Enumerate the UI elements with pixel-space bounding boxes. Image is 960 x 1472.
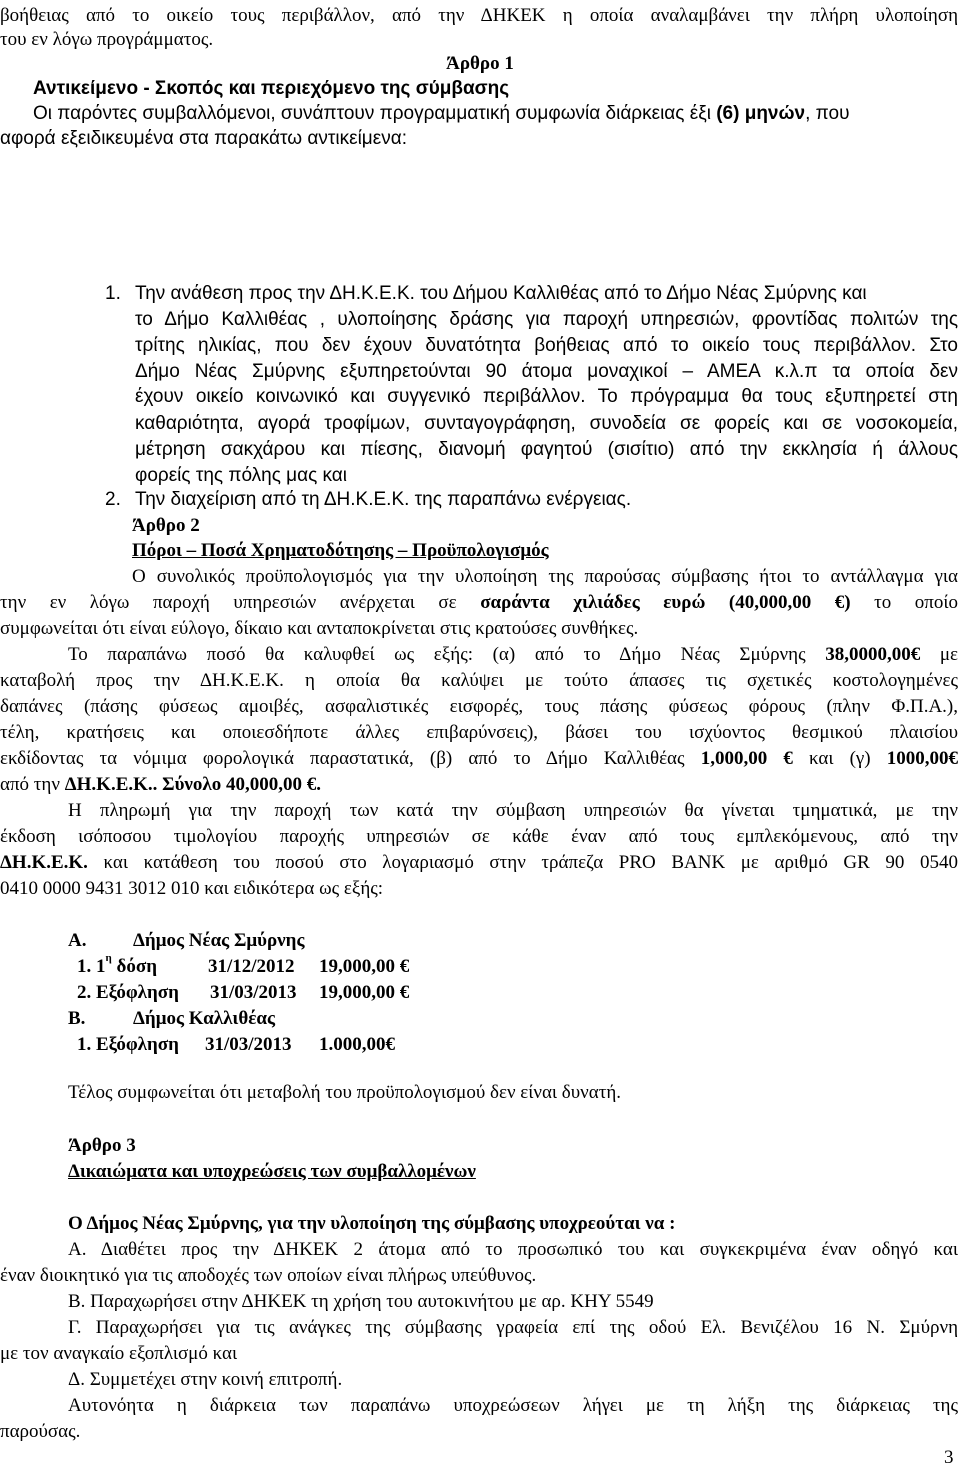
paragraph-line: από την ΔΗ.Κ.Ε.Κ.. Σύνολο 40,000,00 €. [0, 774, 321, 795]
article-3-lead: Ο Δήμος Νέας Σμύρνης, για την υλοποίηση της σύμβασης υποχρεούται να : [68, 1213, 676, 1234]
paragraph-line: Ο συνολικός προϋπολογισμός για την υλοποίηση της παρούσας σύμβασης ήτοι το αντάλλαγμα για [132, 566, 958, 587]
paragraph-line: έναν διοικητικό για τις αποδοχές των οποίων είναι πλήρως υπεύθυνος. [0, 1265, 537, 1286]
article-1-intro-cont: αφορά εξειδικευμένα στα παρακάτω αντικείμενα: [0, 128, 407, 149]
schedule-section-title: Δήμος Νέας Σμύρνης [133, 930, 305, 951]
schedule-amount: 19,000,00 € [319, 956, 410, 977]
schedule-amount: 19,000,00 € [319, 982, 410, 1003]
paragraph-line: ΔΗ.Κ.Ε.Κ. και κατάθεση του ποσού στο λογαριασμό στην τράπεζα PRO BANK με αριθμό GR 90 0540 [0, 852, 958, 873]
schedule-section-label: Α. [68, 930, 87, 951]
schedule-date: 31/03/2013 [210, 982, 297, 1003]
body-text-line: του εν λόγω προγράμματος. [0, 29, 214, 50]
paragraph-line: Το παραπάνω ποσό θα καλυφθεί ως εξής: (α) από το Δήμο Νέας Σμύρνης 38,0000,00€ με [68, 644, 958, 665]
list-item-line: Την διαχείριση από τη ΔΗ.Κ.Ε.Κ. της παραπάνω ενέργειας. [135, 489, 632, 510]
article-2-heading: Άρθρο 2 [132, 515, 200, 536]
article-3-heading: Άρθρο 3 [68, 1135, 136, 1156]
schedule-date: 31/12/2012 [208, 956, 295, 977]
paragraph-line: με τον αναγκαίο εξοπλισμό και [0, 1343, 238, 1364]
paragraph-line: έκδοση ισόποσου τιμολογίου παροχής υπηρεσιών σε κάθε έναν από τους εμπλεκόμενους, από την [0, 826, 958, 847]
list-item-line: καθαριότητα, αγορά τροφίμων, συνταγογράφηση, συνοδεία σε φορείς και σε νοσοκομεία, [135, 413, 958, 434]
article-1-heading: Άρθρο 1 [446, 53, 514, 74]
schedule-section-label: Β. [68, 1008, 86, 1029]
paragraph-line: καταβολή προς την ΔΗ.Κ.Ε.Κ. η οποία θα καλύψει με τούτο άπασες τις σχετικές κοστολογημένες [0, 670, 958, 691]
list-item-line: φορείς της πόλης μας και [135, 465, 347, 486]
paragraph-line: Α. Διαθέτει προς την ΔΗΚΕΚ 2 άτομα από το προσωπικό του και συγκεκριμένα έναν οδηγό και [68, 1239, 958, 1260]
paragraph-line: Γ. Παραχωρήσει για τις ανάγκες της σύμβασης γραφεία επί της οδού Ελ. Βενιζέλου 16 Ν. Σμύρνη [68, 1317, 958, 1338]
article-2-subheading: Πόροι – Ποσά Χρηματοδότησης – Προϋπολογισμός [132, 540, 549, 561]
paragraph-line: συμφωνείται ότι είναι εύλογο, δίκαιο και ανταποκρίνεται στις κρατούσες συνθήκες. [0, 618, 639, 639]
paragraph-line: Δ. Συμμετέχει στην κοινή επιτροπή. [68, 1369, 343, 1390]
schedule-section-title: Δήμος Καλλιθέας [133, 1008, 275, 1029]
paragraph-line: 0410 0000 9431 3012 010 και ειδικότερα ως εξής: [0, 878, 384, 899]
schedule-amount: 1.000,00€ [319, 1034, 395, 1055]
schedule-row: 2. Εξόφληση [77, 982, 179, 1003]
article-3-subheading: Δικαιώματα και υποχρεώσεις των συμβαλλομένων [68, 1161, 476, 1182]
schedule-date: 31/03/2013 [205, 1034, 292, 1055]
list-number: 2. [105, 489, 121, 510]
list-item-line: το Δήμο Καλλιθέας , υλοποίησης δράσης για παροχή υπηρεσιών, φροντίδας πολιτών της [135, 309, 958, 330]
page-number: 3 [944, 1447, 954, 1468]
list-item-line: Δήμο Νέας Σμύρνης εξυπηρετούνται 90 άτομα μοναχικοί – ΑΜΕΑ κ.λ.π τα οποία δεν [135, 361, 958, 382]
list-item-line: τρίτης ηλικίας, που δεν έχουν δυνατότητα βοήθειας από το οικείο τους περιβάλλον. Στο [135, 335, 958, 356]
list-item-line: έχουν οικείο κοινωνικό και συγγενικό περιβάλλον. Το πρόγραμμα θα τους εξυπηρετεί στη [135, 386, 958, 407]
schedule-row: 1. $1^\eta$ δόση [77, 951, 157, 977]
list-number: 1. [105, 283, 121, 304]
paragraph-line: την εν λόγω παροχή υπηρεσιών ανέρχεται σε σαράντα χιλιάδες ευρώ (40,000,00 €) το οποίο [0, 592, 959, 613]
paragraph-line: Η πληρωμή για την παροχή των κατά την σύμβαση υπηρεσιών θα γίνεται τμηματικά, με την [68, 800, 958, 821]
paragraph-line: Αυτονόητα η διάρκεια των παραπάνω υποχρεώσεων λήγει με τη λήξη της διάρκειας της [68, 1395, 958, 1416]
body-text-line: βοήθειας από το οικείο τους περιβάλλον, από την ΔΗΚΕΚ η οποία αναλαμβάνει την πλήρη υλοποίηση [0, 5, 958, 26]
paragraph-line: τέλη, κρατήσεις και οποιεσδήποτε άλλες επιβαρύνσεις), βάσει του ισχύοντος θεσμικού πλαισίου [0, 722, 958, 743]
list-item-line: μέτρηση σακχάρου και πίεσης, διανομή φαγητού (σισίτιο) από την εκκλησία ή άλλους [135, 439, 958, 460]
article-1-intro: Οι παρόντες συμβαλλόμενοι, συνάπτουν προγραμματική συμφωνία διάρκειας έξι (6) μηνών, που [33, 103, 850, 124]
paragraph-line: Τέλος συμφωνείται ότι μεταβολή του προϋπολογισμού δεν είναι δυνατή. [68, 1082, 622, 1103]
list-item-line: Την ανάθεση προς την ΔΗ.Κ.Ε.Κ. του Δήμου Καλλιθέας από το Δήμο Νέας Σμύρνης και [135, 283, 867, 304]
article-1-subheading: Αντικείμενο - Σκοπός και περιεχόμενο της σύμβασης [33, 78, 510, 99]
schedule-row: 1. Εξόφληση [77, 1034, 179, 1055]
paragraph-line: Β. Παραχωρήσει στην ΔΗΚΕΚ τη χρήση του αυτοκινήτου με αρ. ΚΗΥ 5549 [68, 1291, 654, 1312]
paragraph-line: δαπάνες (πάσης φύσεως αμοιβές, ασφαλιστικές εισφορές, τους πάσης φύσεως φόρους (πλην Φ.Π.Α.), [0, 696, 958, 717]
paragraph-line: παρούσας. [0, 1421, 81, 1442]
paragraph-line: εκδίδοντας τα νόμιμα φορολογικά παραστατικά, (β) από το Δήμο Καλλιθέας 1,000,00 € και (γ) 1000,00€ [0, 748, 959, 769]
